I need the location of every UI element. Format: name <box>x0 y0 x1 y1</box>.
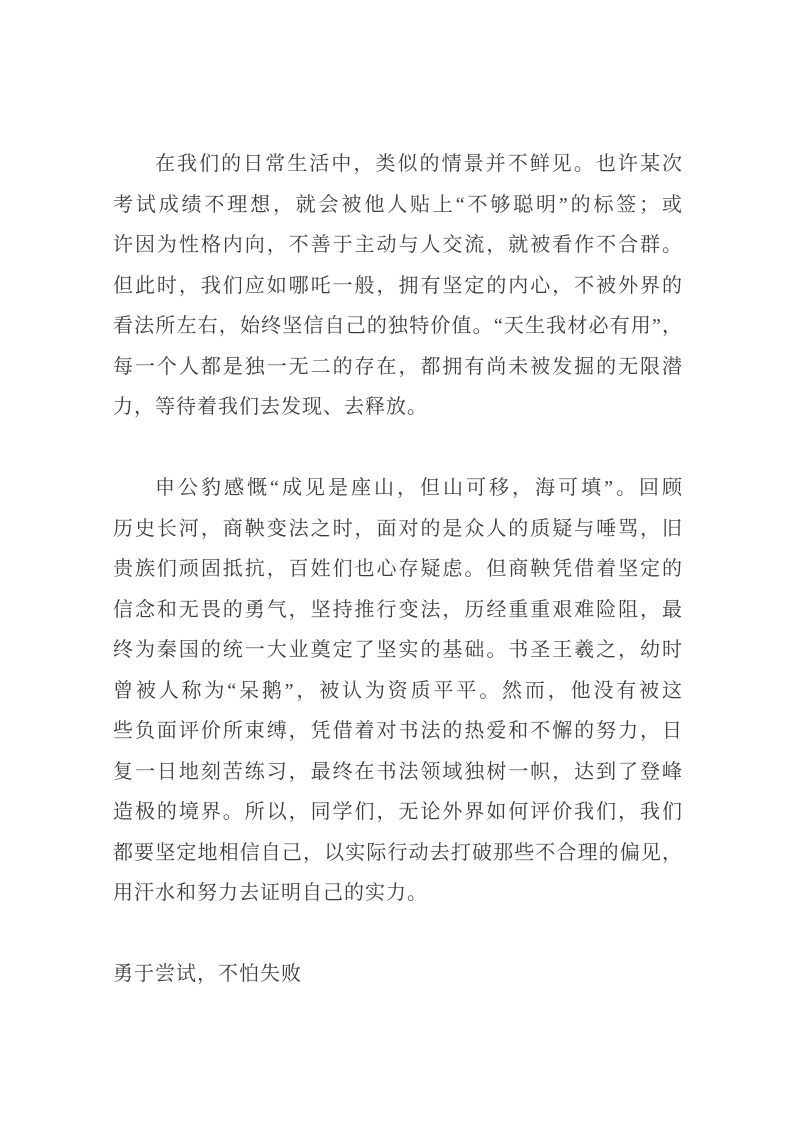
text-line: 每一个人都是独一无二的存在，都拥有尚未被发掘的无限潜 <box>113 355 683 378</box>
paragraph <box>113 468 683 914</box>
text-line: 看法所左右，始终坚信自己的独特价值。“天生我材必有用”， <box>113 315 683 337</box>
text-line: 许因为性格内向，不善于主动与人交流，就被看作不合群。 <box>113 234 683 256</box>
text-line: 申公豹感慨“成见是座山，但山可移，海可填”。回顾 <box>155 477 683 499</box>
text-line: 历史长河，商鞅变法之时，面对的是众人的质疑与唾骂，旧 <box>113 517 683 540</box>
paragraph <box>113 144 683 428</box>
text-line: 在我们的日常生活中，类似的情景并不鲜见。也许某次 <box>155 153 683 175</box>
text-line: 用汗水和努力去证明自己的实力。 <box>113 882 428 904</box>
text-line: 造极的境界。所以，同学们，无论外界如何评价我们，我们 <box>113 801 683 823</box>
text-line: 终为秦国的统一大业奠定了坚实的基础。书圣王羲之，幼时 <box>113 639 683 661</box>
document-body <box>113 144 683 995</box>
paragraphs-container <box>113 144 683 914</box>
text-line: 力，等待着我们去发现、去释放。 <box>113 396 428 418</box>
text-line: 些负面评价所束缚，凭借着对书法的热爱和不懈的努力，日 <box>113 720 683 742</box>
text-line: 但此时，我们应如哪吒一般，拥有坚定的内心，不被外界的 <box>113 274 683 297</box>
text-line: 都要坚定地相信自己，以实际行动去打破那些不合理的偏见， <box>113 841 683 864</box>
text-line: 信念和无畏的勇气，坚持推行变法，历经重重艰难险阻，最 <box>113 598 683 621</box>
text-line: 贵族们顽固抵抗，百姓们也心存疑虑。但商鞅凭借着坚定的 <box>113 558 683 580</box>
closing-heading: 勇于尝试，不怕失败 <box>113 963 302 985</box>
text-line: 复一日地刻苦练习，最终在书法领域独树一帜，达到了登峰 <box>113 760 683 783</box>
text-line: 曾被人称为“呆鹅”，被认为资质平平。然而，他没有被这 <box>113 679 683 702</box>
text-line: 考试成绩不理想，就会被他人贴上“不够聪明”的标签；或 <box>113 193 683 216</box>
